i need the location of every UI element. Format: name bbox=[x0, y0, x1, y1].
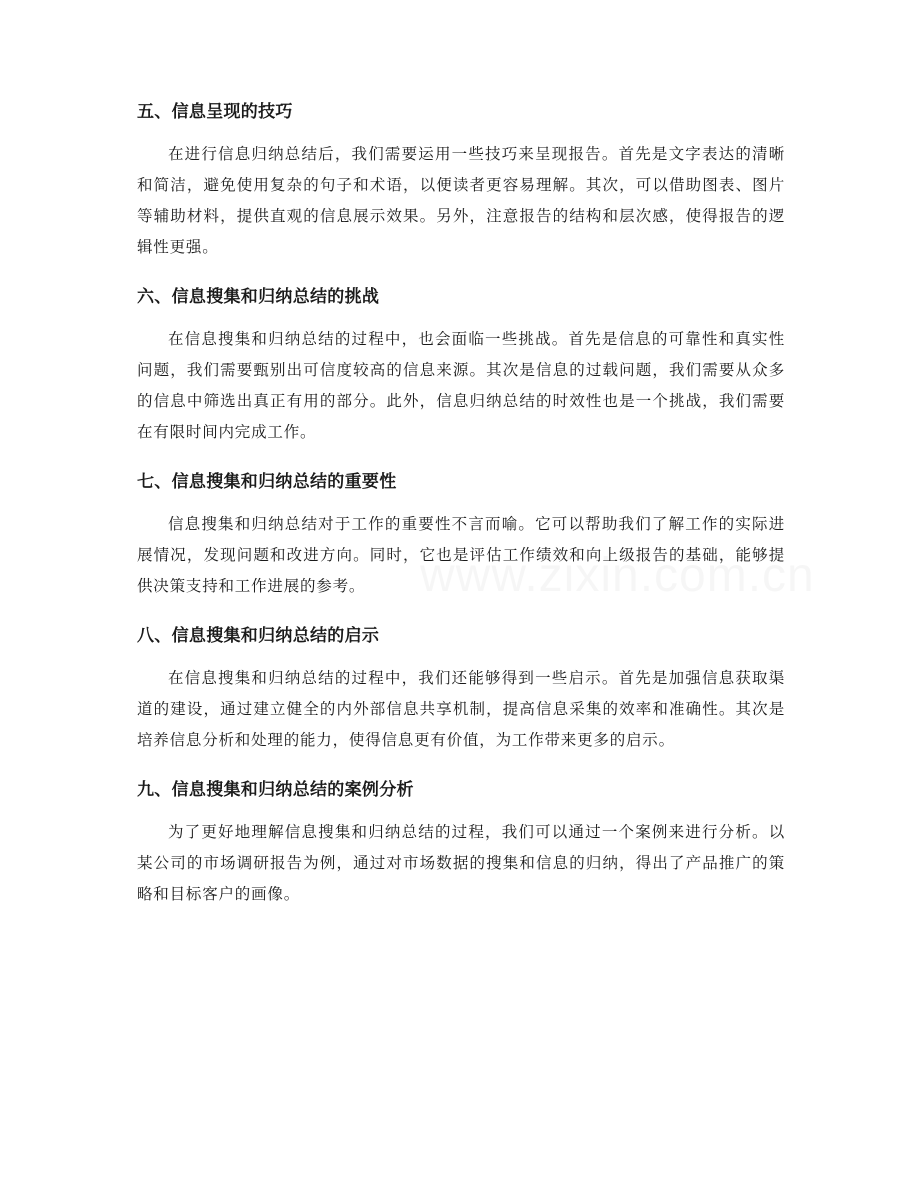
section-heading: 六、信息搜集和归纳总结的挑战 bbox=[137, 287, 380, 307]
section-heading: 七、信息搜集和归纳总结的重要性 bbox=[137, 472, 397, 492]
section-paragraph: 为了更好地理解信息搜集和归纳总结的过程，我们可以通过一个案例来进行分析。以某公司的市场调研报告为例，通过对市场数据的搜集和信息的归纳，得出了产品推广的策略和目标客户的画像。 bbox=[137, 823, 785, 903]
section-paragraph: 在信息搜集和归纳总结的过程中，也会面临一些挑战。首先是信息的可靠性和真实性问题，我们需要甄别出可信度较高的信息来源。其次是信息的过载问题，我们需要从众多的信息中筛选出真正有用的部分。此外，信息归纳总结的时效性也是一个挑战，我们需要在有限时间内完成工作。 bbox=[137, 330, 785, 441]
section-presentation-skills bbox=[137, 100, 785, 263]
document-content bbox=[137, 100, 785, 932]
section-challenges bbox=[137, 285, 785, 448]
section-heading: 五、信息呈现的技巧 bbox=[137, 102, 293, 122]
section-heading: 八、信息搜集和归纳总结的启示 bbox=[137, 626, 380, 646]
section-paragraph: 在信息搜集和归纳总结的过程中，我们还能够得到一些启示。首先是加强信息获取渠道的建设，通过建立健全的内外部信息共享机制，提高信息采集的效率和准确性。其次是培养信息分析和处理的能力，使得信息更有价值，为工作带来更多的启示。 bbox=[137, 669, 785, 749]
section-paragraph: 信息搜集和归纳总结对于工作的重要性不言而喻。它可以帮助我们了解工作的实际进展情况，发现问题和改进方向。同时，它也是评估工作绩效和向上级报告的基础，能够提供决策支持和工作进展的参考。 bbox=[137, 515, 785, 595]
section-case-study bbox=[137, 778, 785, 910]
section-heading: 九、信息搜集和归纳总结的案例分析 bbox=[137, 780, 414, 800]
section-insights bbox=[137, 624, 785, 756]
section-importance bbox=[137, 470, 785, 602]
section-paragraph: 在进行信息归纳总结后，我们需要运用一些技巧来呈现报告。首先是文字表达的清晰和简洁，避免使用复杂的句子和术语，以便读者更容易理解。其次，可以借助图表、图片等辅助材料，提供直观的信息展示效果。另外，注意报告的结构和层次感，使得报告的逻辑性更强。 bbox=[137, 145, 785, 256]
